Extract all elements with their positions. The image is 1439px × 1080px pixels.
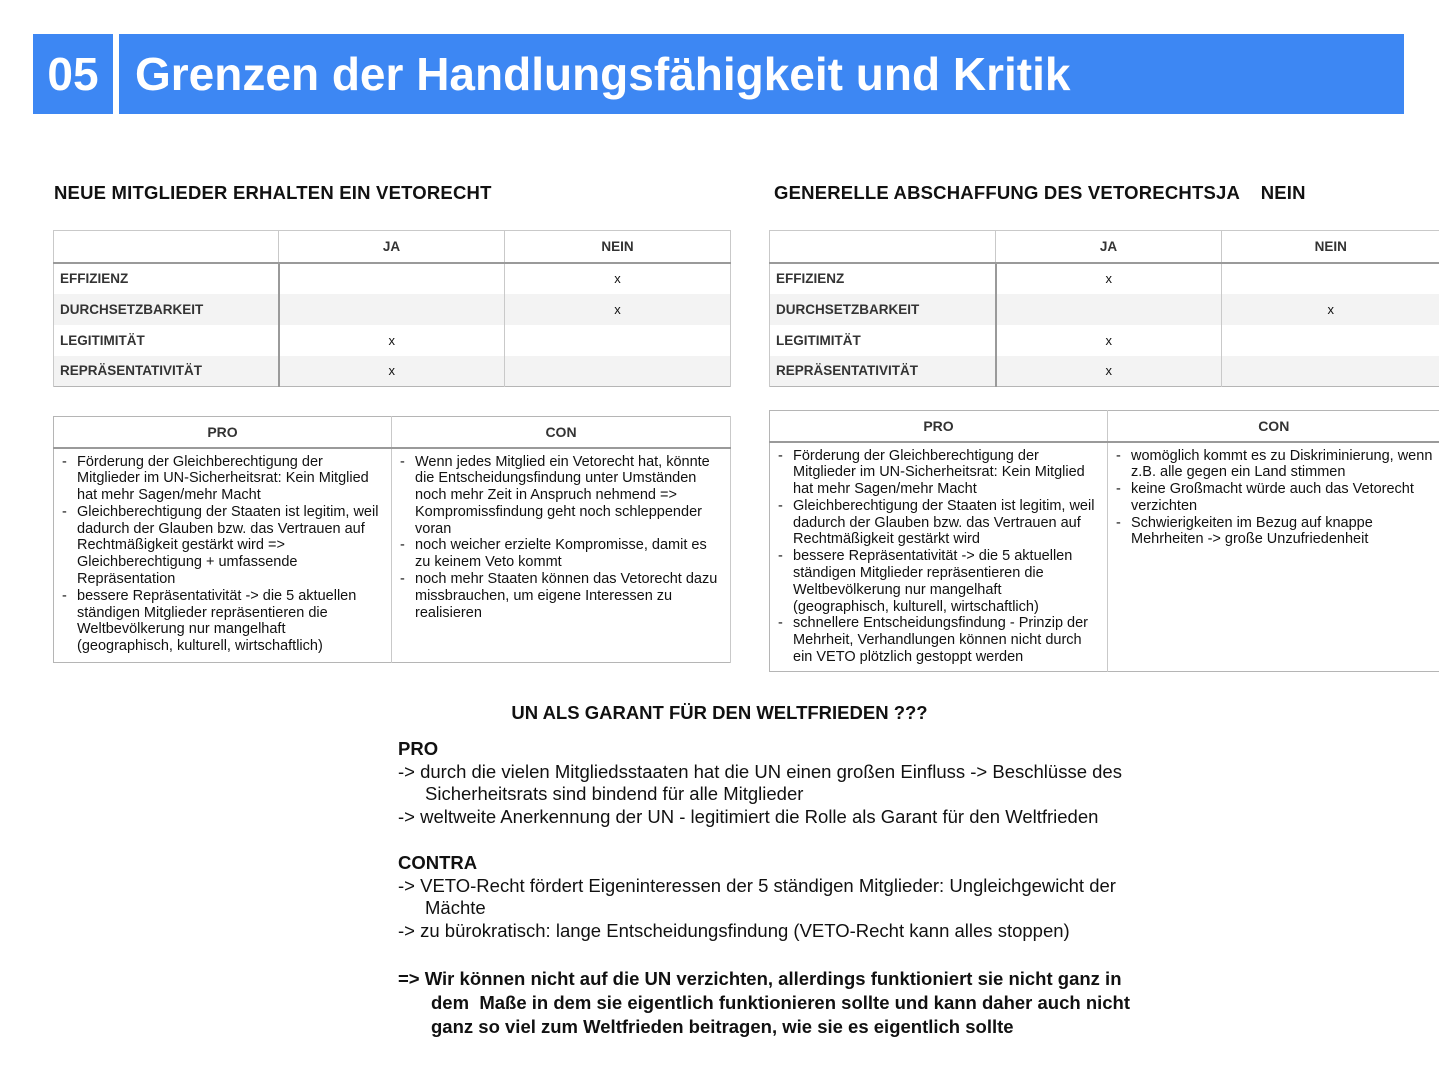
ja-mark: x <box>279 325 505 356</box>
table-header-row <box>54 417 731 448</box>
list-item: - bessere Repräsentativität -> die 5 aktuellen ständigen Mitglieder repräsentieren die Weltbevölkerung nur mangelhaft (geographisch, kulturell, wirtschaftlich) <box>776 548 1101 615</box>
list-item: - schnellere Entscheidungsfindung - Prinzip der Mehrheit, Verhandlungen können nicht durch ein VETO plötzlich gestoppt werden <box>776 615 1101 665</box>
left-criteria-table <box>53 230 731 387</box>
nein-mark <box>1222 325 1439 356</box>
criterion-label: REPRÄSENTATIVITÄT <box>770 356 996 387</box>
list-item: - Gleichberechtigung der Staaten ist legitim, weil dadurch der Glauben bzw. das Vertrauen auf Rechtmäßigkeit gestärkt wird <box>776 498 1101 548</box>
column-header-nein: NEIN <box>1222 231 1439 263</box>
conclusion-line: ganz so viel zum Weltfrieden beitragen, wie sie es eigentlich sollte <box>431 1015 1014 1037</box>
list-item: - Wenn jedes Mitglied ein Vetorecht hat, könnte die Entscheidungsfindung unter Umständen noch mehr Zeit in Anspruch nehmend => Kompromissfindung geht noch schleppender voran <box>398 454 724 538</box>
ja-mark: x <box>279 356 505 387</box>
con-cell <box>1108 442 1439 672</box>
column-header-ja: JA <box>279 231 505 263</box>
list-item: - Förderung der Gleichberechtigung der Mitglieder im UN-Sicherheitsrat: Kein Mitglied hat mehr Sagen/mehr Macht <box>776 448 1101 498</box>
table-row <box>770 356 1439 387</box>
list-item: - bessere Repräsentativität -> die 5 aktuellen ständigen Mitglieder repräsentieren die Weltbevölkerung nur mangelhaft (geographisch, kulturell, wirtschaftlich) <box>60 588 385 655</box>
list-item: - Schwierigkeiten im Bezug auf knappe Mehrheiten -> große Unzufriedenheit <box>1114 515 1434 549</box>
table-row <box>770 442 1439 672</box>
column-header-blank <box>770 231 996 263</box>
criterion-label: DURCHSETZBARKEIT <box>770 294 996 325</box>
contra-label: CONTRA <box>398 851 478 873</box>
con-list <box>1114 448 1434 549</box>
con-list <box>398 454 724 622</box>
left-procon-table <box>53 416 731 663</box>
ja-mark: x <box>996 263 1222 294</box>
nein-mark: x <box>505 263 731 294</box>
con-header: CON <box>392 417 731 448</box>
pro-point: -> durch die vielen Mitgliedsstaaten hat die UN einen großen Einfluss -> Beschlüsse des <box>398 760 1122 782</box>
list-item: - Gleichberechtigung der Staaten ist legitim, weil dadurch der Glauben bzw. das Vertrauen auf Rechtmäßigkeit gestärkt wird => Gleichberechtigung + umfassende Repräsentation <box>60 504 385 588</box>
table-row <box>770 263 1439 294</box>
pro-cell <box>54 448 392 663</box>
contra-point: -> VETO-Recht fördert Eigeninteressen der 5 ständigen Mitglieder: Ungleichgewicht der <box>398 874 1116 896</box>
list-item: - Förderung der Gleichberechtigung der Mitglieder im UN-Sicherheitsrat: Kein Mitglied hat mehr Sagen/mehr Macht <box>60 454 385 504</box>
pro-label: PRO <box>398 738 439 759</box>
list-item: - womöglich kommt es zu Diskriminierung, wenn z.B. alle gegen ein Land stimmen <box>1114 448 1434 482</box>
nein-mark <box>1222 356 1439 387</box>
pro-header: PRO <box>54 417 392 448</box>
list-item: - noch weicher erzielte Kompromisse, damit es zu keinem Veto kommt <box>398 537 724 571</box>
right-section-heading: GENERELLE ABSCHAFFUNG DES VETORECHTSJA NEIN <box>774 182 1306 203</box>
table-header-row <box>54 231 731 263</box>
ja-mark <box>279 263 505 294</box>
table-header-row <box>770 231 1439 263</box>
nein-mark <box>505 325 731 356</box>
column-header-blank <box>54 231 279 263</box>
ja-mark: x <box>996 325 1222 356</box>
con-header: CON <box>1108 411 1439 442</box>
ja-mark <box>279 294 505 325</box>
header-banner <box>33 34 1404 114</box>
un-section-title: UN ALS GARANT FÜR DEN WELTFRIEDEN ??? <box>511 702 928 723</box>
pro-point-continuation: Sicherheitsrats sind bindend für alle Mitglieder <box>425 783 804 805</box>
contra-point-continuation: Mächte <box>425 897 486 919</box>
table-row <box>770 294 1439 325</box>
criterion-label: EFFIZIENZ <box>770 263 996 294</box>
con-cell <box>392 448 731 663</box>
pro-cell <box>770 442 1108 672</box>
table-row <box>54 294 731 325</box>
table-row <box>54 356 731 387</box>
criterion-label: LEGITIMITÄT <box>770 325 996 356</box>
table-row <box>54 325 731 356</box>
right-procon-table <box>769 410 1439 672</box>
column-header-nein: NEIN <box>505 231 731 263</box>
pro-list <box>60 454 385 656</box>
page-title: Grenzen der Handlungsfähigkeit und Kritik <box>119 34 1404 114</box>
table-header-row <box>770 411 1439 442</box>
contra-point: -> zu bürokratisch: lange Entscheidungsfindung (VETO-Recht kann alles stoppen) <box>398 919 1070 941</box>
section-number: 05 <box>33 34 113 114</box>
criterion-label: LEGITIMITÄT <box>54 325 279 356</box>
criterion-label: REPRÄSENTATIVITÄT <box>54 356 279 387</box>
nein-mark <box>505 356 731 387</box>
nein-mark <box>1222 263 1439 294</box>
criterion-label: EFFIZIENZ <box>54 263 279 294</box>
ja-mark <box>996 294 1222 325</box>
nein-mark: x <box>1222 294 1439 325</box>
pro-point: -> weltweite Anerkennung der UN - legitimiert die Rolle als Garant für den Weltfrieden <box>398 806 1099 828</box>
table-row <box>54 263 731 294</box>
table-row <box>54 448 731 663</box>
table-row <box>770 325 1439 356</box>
conclusion <box>398 967 1198 1039</box>
ja-mark: x <box>996 356 1222 387</box>
pro-header: PRO <box>770 411 1108 442</box>
left-section-heading: NEUE MITGLIEDER ERHALTEN EIN VETORECHT <box>54 182 492 203</box>
column-header-ja: JA <box>996 231 1222 263</box>
right-criteria-table <box>769 230 1439 387</box>
conclusion-line: dem Maße in dem sie eigentlich funktionieren sollte und kann daher auch nicht <box>431 991 1131 1013</box>
list-item: - keine Großmacht würde auch das Vetorecht verzichten <box>1114 481 1434 515</box>
pro-list <box>776 448 1101 666</box>
nein-mark: x <box>505 294 731 325</box>
criterion-label: DURCHSETZBARKEIT <box>54 294 279 325</box>
un-section-body <box>398 738 1198 1039</box>
list-item: - noch mehr Staaten können das Vetorecht dazu missbrauchen, um eigene Interessen zu realisieren <box>398 571 724 621</box>
conclusion-line: => Wir können nicht auf die UN verzichten, allerdings funktioniert sie nicht ganz in <box>398 967 1122 989</box>
